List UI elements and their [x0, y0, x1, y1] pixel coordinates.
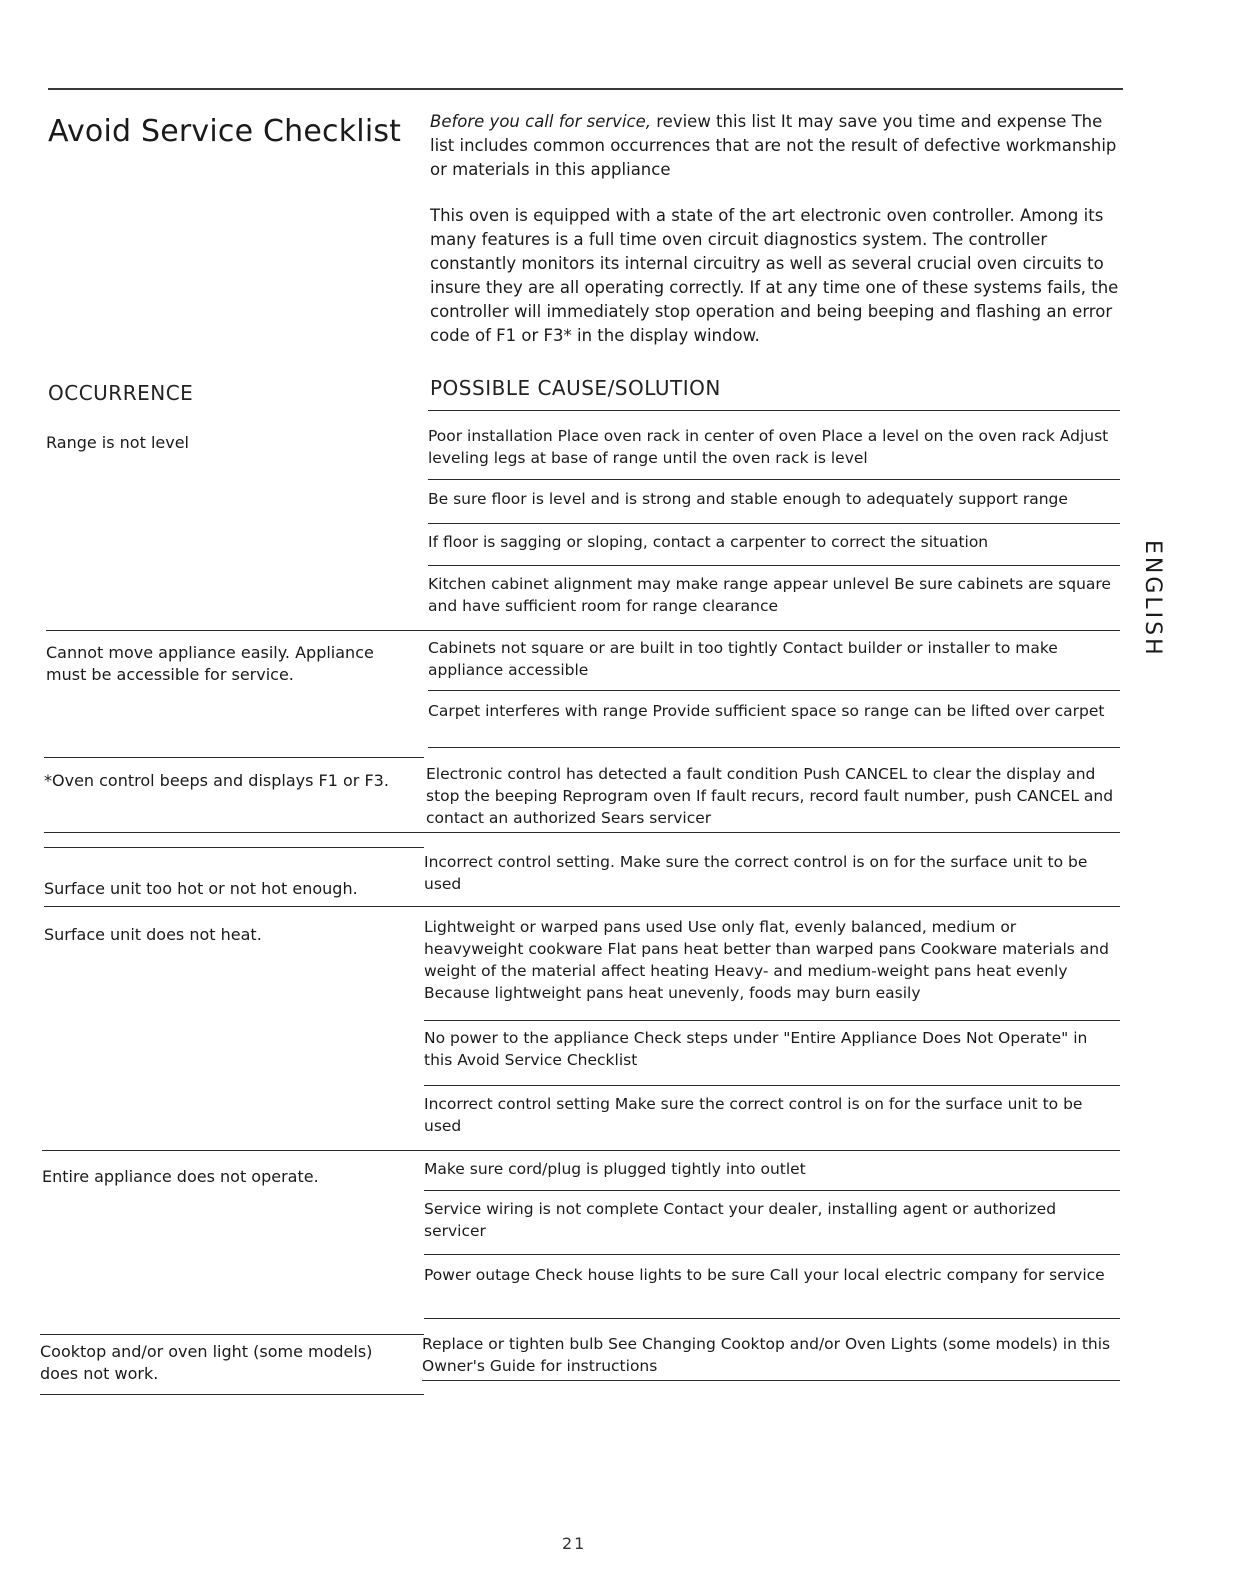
header-rule — [428, 410, 1120, 411]
occurrence-surface-unit-too-hot: Surface unit too hot or not hot enough. — [44, 879, 358, 898]
cause-divider — [424, 1254, 1120, 1255]
page-number: 21 — [562, 1534, 587, 1553]
occurrence-cooktop-light: Cooktop and/or oven light (some models) does not work. — [40, 1342, 373, 1383]
cause-divider — [428, 479, 1120, 480]
cause-item: Replace or tighten bulb See Changing Cooktop and/or Oven Lights (some models) in this Owner's Guide for instructions — [422, 1335, 1111, 1375]
row-divider — [44, 847, 424, 848]
cause-divider — [424, 1318, 1120, 1319]
intro-paragraph-2: This oven is equipped with a state of the art electronic oven controller. Among its many features is a full time oven circuit diagnostics system. The controller constantly monitors its internal circuitry as well as several crucial oven circuits to insure they are all operating correctly. If at any time one of these systems fails, the controller will immediately stop operation and being beeping and flashing an error code of F1 or F3* in the display window. — [430, 206, 1119, 345]
cause-item: Power outage Check house lights to be sure Call your local electric company for service — [424, 1266, 1105, 1284]
occurrence-cannot-move: Cannot move appliance easily. Appliance must be accessible for service. — [46, 643, 374, 684]
language-tab-label: ENGLISH — [1140, 540, 1165, 658]
cause-divider — [422, 1380, 1120, 1381]
cause-divider — [428, 690, 1120, 691]
cause-item: Lightweight or warped pans used Use only flat, evenly balanced, medium or heavyweight cookware Flat pans heat better than warped pans Cookware materials and weight of the material affect heating Heavy- and medium-weight pans heat evenly Because lightweight pans heat unevenly, foods may burn easily — [424, 918, 1109, 1002]
row-divider — [44, 757, 424, 758]
cause-divider — [424, 1020, 1120, 1021]
cause-divider — [428, 523, 1120, 524]
cause-divider — [428, 565, 1120, 566]
cause-item: Kitchen cabinet alignment may make range appear unlevel Be sure cabinets are square and have sufficient room for range clearance — [428, 575, 1111, 615]
cause-item: Cabinets not square or are built in too tightly Contact builder or installer to make appliance accessible — [428, 639, 1058, 679]
cause-divider — [428, 747, 1120, 748]
cause-item: Incorrect control setting Make sure the correct control is on for the surface unit to be used — [424, 1095, 1083, 1135]
row-divider — [46, 630, 1120, 631]
cause-item: No power to the appliance Check steps under "Entire Appliance Does Not Operate" in this Avoid Service Checklist — [424, 1029, 1088, 1069]
cause-header: POSSIBLE CAUSE/SOLUTION — [430, 376, 721, 400]
occurrence-surface-unit-no-heat: Surface unit does not heat. — [44, 925, 262, 944]
cause-item: Service wiring is not complete Contact your dealer, installing agent or authorized servicer — [424, 1200, 1057, 1240]
occurrence-range-not-level: Range is not level — [46, 433, 189, 452]
occurrence-entire-appliance: Entire appliance does not operate. — [42, 1167, 319, 1186]
occurrence-oven-control-beeps: *Oven control beeps and displays F1 or F3. — [44, 771, 389, 790]
intro-paragraph-1 — [430, 110, 1120, 182]
cause-item: Be sure floor is level and is strong and stable enough to adequately support range — [428, 490, 1068, 508]
page-title: Avoid Service Checklist — [48, 114, 402, 149]
row-divider — [44, 832, 1120, 833]
row-divider — [40, 1394, 424, 1395]
occurrence-header: OCCURRENCE — [48, 381, 194, 405]
cause-item: Make sure cord/plug is plugged tightly into outlet — [424, 1160, 806, 1178]
cause-item: Poor installation Place oven rack in center of oven Place a level on the oven rack Adjust leveling legs at base of range until the oven rack is level — [428, 427, 1109, 467]
row-divider — [40, 1334, 424, 1335]
row-divider — [44, 906, 1120, 907]
cause-item: If floor is sagging or sloping, contact a carpenter to correct the situation — [428, 533, 989, 551]
cause-item: Carpet interferes with range Provide sufficient space so range can be lifted over carpet — [428, 702, 1105, 720]
intro-lead: Before you call for service, — [430, 112, 651, 131]
row-divider — [42, 1150, 1120, 1151]
cause-item: Electronic control has detected a fault condition Push CANCEL to clear the display and stop the beeping Reprogram oven If fault recurs, record fault number, push CANCEL and contact an authorized Sears servicer — [426, 765, 1114, 827]
cause-divider — [424, 1190, 1120, 1191]
cause-item: Incorrect control setting. Make sure the correct control is on for the surface unit to be used — [424, 853, 1088, 893]
cause-divider — [424, 1085, 1120, 1086]
intro-p1-text: review this list It may save you time and expense The list includes common occurrences that are not the result of defective workmanship or materials in this appliance — [430, 112, 1117, 179]
top-rule — [48, 88, 1123, 90]
